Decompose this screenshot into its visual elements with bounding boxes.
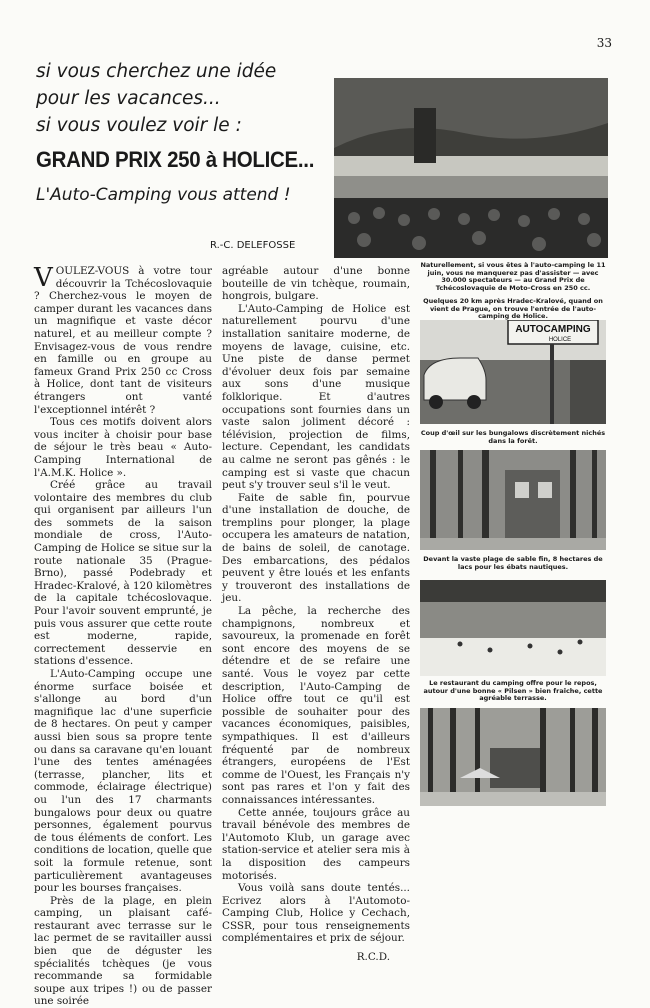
col1-paragraph-1: OULEZ-VOUS à votre tour découvrir la Tchécoslovaquie ? Cherchez-vous le moyen de camper durant les vacances dans un magnifique et vaste décor naturel, et au meilleur compte ? Envisagez-vous de vous rendre en famille ou en groupe au fameux Grand Prix 250 cc Cross à Holice, dont tant de visiteurs étrangers ont vanté l'exceptionnel intérêt ? bbox=[34, 265, 212, 416]
drop-cap: V bbox=[34, 263, 53, 293]
col1-paragraph-3: Créé grâce au travail volontaire des membres du club qui organisent par ailleurs l'un des sommets de la saison mondiale de cross, l'Auto-Camping de Holice se situe sur la route nationale 35 (Prague-Brno), passé Podebrady et Hradec-Kralové, à 120 kilomètres de la capitale tchécoslovaque. Pour l'avoir souvent emprunté, je puis vous assurer que cette route est moderne, rapide, correctement desservie en stations d'essence. bbox=[34, 479, 212, 668]
headline-title: GRAND PRIX 250 à HOLICE... bbox=[36, 147, 315, 172]
headline-block bbox=[36, 58, 336, 205]
sign-autocamping: AUTOCAMPING bbox=[515, 324, 591, 335]
headline-subtitle: L'Auto-Camping vous attend ! bbox=[36, 185, 291, 205]
caption-grand-prix: Naturellement, si vous êtes à l'auto-camping le 11 juin, vous ne manquerez pas d'assister — avec 30.000 spectateurs — au Grand Prix de Tchécoslovaquie de Moto-Cross en 250 cc. bbox=[420, 261, 606, 292]
author-byline: R.-C. DELEFOSSE bbox=[210, 240, 296, 251]
caption-bungalows: Coup d'œil sur les bungalows discrètement nichés dans la forêt. bbox=[420, 429, 606, 445]
headline-line-3: si vous voulez voir le : bbox=[36, 115, 242, 136]
col2-paragraph-4: La pêche, la recherche des champignons, nombreux et savoureux, la promenade en forêt sont encore des moyens de se détendre et de se refaire une santé. Vous le voyez par cette description, l'Auto-Camping de Holice offre tout ce qu'il est possible de souhaiter pour des vacances économiques, paisibles, sympathiques. Il est d'ailleurs fréquenté par de nombreux étrangers, européens de l'Est comme de l'Ouest, les Français n'y sont pas rares et l'on y fait des connaissances intéressantes. bbox=[222, 605, 410, 806]
caption-beach: Devant la vaste plage de sable fin, 8 hectares de lacs pour les ébats nautiques. bbox=[423, 555, 603, 571]
photo-forest-bungalows bbox=[420, 450, 606, 550]
col1-paragraph-2: Tous ces motifs doivent alors vous inciter à choisir pour base de séjour le très beau « Auto-Camping International de l'A.M.K. Holice ». bbox=[34, 416, 212, 479]
col1-paragraph-5: Près de la plage, en plein camping, un plaisant café-restaurant avec terrasse sur le lac permet de se ravitailler aussi bien que de déguster les spécialités tchèques (je vous recommande sa formidable soupe aux tripes !) ou de passer une soirée bbox=[34, 894, 212, 1008]
col2-paragraph-3: Faite de sable fin, pourvue d'une installation de douche, de tremplins pour plonger, la plage occupera les amateurs de natation, de bains de soleil, de canotage. Des embarcations, des pédalos peuvent y être loués et les enfants y trouveront des installations de jeu. bbox=[222, 491, 410, 605]
headline-line-2: pour les vacances... bbox=[36, 88, 221, 109]
page-number: 33 bbox=[596, 36, 612, 50]
article-column-1 bbox=[34, 265, 212, 1008]
col2-paragraph-1: agréable autour d'une bonne bouteille de vin tchèque, roumain, hongrois, bulgare. bbox=[222, 265, 410, 303]
caption-entrance: Quelques 20 km après Hradec-Kralové, quand on vient de Prague, on trouve l'entrée de l'auto-camping de Holice. bbox=[423, 297, 603, 321]
col2-paragraph-6: Vous voilà sans doute tentés... Ecrivez alors à l'Automoto-Camping Club, Holice y Cechach, CSSR, pour tous renseignements complémentaires et prix de séjour. bbox=[222, 882, 410, 945]
photo-lake-beach bbox=[420, 580, 606, 676]
photo-camping-entrance bbox=[420, 320, 606, 424]
photo-restaurant-terrace bbox=[420, 708, 606, 806]
headline-line-1: si vous cherchez une idée bbox=[36, 61, 277, 82]
col2-paragraph-2: L'Auto-Camping de Holice est naturellement pourvu d'une installation sanitaire moderne, de moyens de lavage, cuisine, etc. Une piste de danse permet d'évoluer deux fois par semaine aux sons d'une musique folklorique. Et d'autres occupations sont fournies dans un vaste salon joliment décoré : télévision, projection de films, lecture. Cependant, les candidats au calme ne seront pas gênés : le camping est si vaste que chacun peut s'y trouver seul s'il le veut. bbox=[222, 302, 410, 492]
signature: R.C.D. bbox=[356, 951, 390, 964]
caption-restaurant: Le restaurant du camping offre pour le repos, autour d'une bonne « Pilsen » bien fraîche, cette agréable terrasse. bbox=[423, 679, 603, 703]
col2-paragraph-5: Cette année, toujours grâce au travail bénévole des membres de l'Automoto Klub, un garage avec station-service et atelier sera mis à la disposition des campeurs motorisés. bbox=[222, 806, 410, 882]
photo-motocross-crowd bbox=[334, 78, 608, 258]
article-column-2 bbox=[222, 265, 410, 964]
col1-paragraph-4: L'Auto-Camping occupe une énorme surface boisée et s'allonge au bord d'un magnifique lac d'une superficie de 8 hectares. On peut y camper aussi bien sous sa propre tente ou dans sa caravane qu'en louant l'une des tentes aménagées (terrasse, plancher, lits et commode, éclairage électrique) ou l'un des 17 charmants bungalows pour deux ou quatre personnes, également pourvus de tous éléments de confort. Les conditions de location, quelle que soit la formule retenue, sont particulièrement avantageuses pour les bourses françaises. bbox=[34, 668, 212, 895]
sign-holice: HOLICE bbox=[548, 337, 572, 343]
